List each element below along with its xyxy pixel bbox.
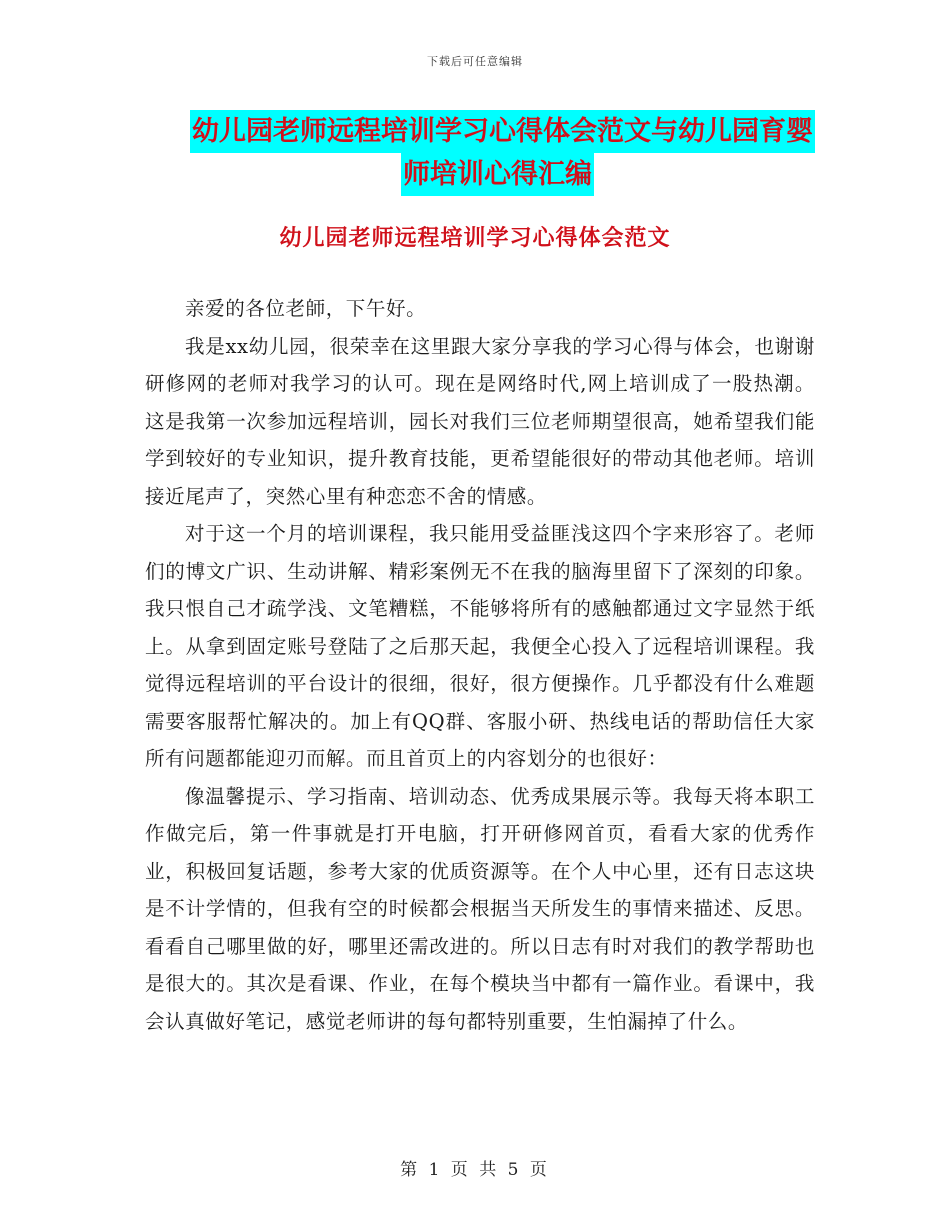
- paragraph: 对于这一个月的培训课程，我只能用受益匪浅这四个字来形容了。老师们的博文广识、生动讲解、精彩案例无不在我的脑海里留下了深刻的印象。我只恨自己才疏学浅、文笔糟糕，不能够将所有的感触都通过文字显然于纸上。从拿到固定账号登陆了之后那天起，我便全心投入了远程培训课程。我觉得远程培训的平台设计的很细，很好，很方便操作。几乎都没有什么难题需要客服帮忙解决的。加上有QQ群、客服小研、热线电话的帮助信任大家所有问题都能迎刃而解。而且首页上的内容划分的也很好：: [145, 522, 815, 770]
- document-title-line1: 幼儿园老师远程培训学习心得体会范文与幼儿园育婴: [190, 110, 815, 153]
- header-note: 下载后可任意编辑: [427, 55, 523, 68]
- paragraph-greeting: 亲爱的各位老師，下午好。: [185, 297, 427, 320]
- paragraph: 像温馨提示、学习指南、培训动态、优秀成果展示等。我每天将本职工作做完后，第一件事就是打开电脑，打开研修网首页，看看大家的优秀作业，积极回复话题，参考大家的优质资源等。在个人中心里，还有日志这块是不计学情的，但我有空的时候都会根据当天所发生的事情来描述、反思。看看自己哪里做的好，哪里还需改进的。所以日志有时对我们的教学帮助也是很大的。其次是看课、作业，在每个模块当中都有一篇作业。看课中，我会认真做好笔记，感觉老师讲的每句都特别重要，生怕漏掉了什么。: [145, 784, 815, 1033]
- section-title: 幼儿园老师远程培训学习心得体会范文: [279, 226, 671, 251]
- document-title: [190, 110, 813, 196]
- page-footer: 第 1 页 共 5 页: [400, 1160, 550, 1180]
- body-text: [145, 290, 815, 1040]
- paragraph: 我是xx幼儿园，很荣幸在这里跟大家分享我的学习心得与体会，也谢谢研修网的老师对我学习的认可。现在是网络时代,网上培训成了一股热潮。这是我第一次参加远程培训，园长对我们三位老师期望很高，她希望我们能学到较好的专业知识，提升教育技能，更希望能很好的带动其他老师。培训接近尾声了，突然心里有种恋恋不舍的情感。: [145, 334, 815, 508]
- document-title-line2: 师培训心得汇编: [401, 153, 594, 196]
